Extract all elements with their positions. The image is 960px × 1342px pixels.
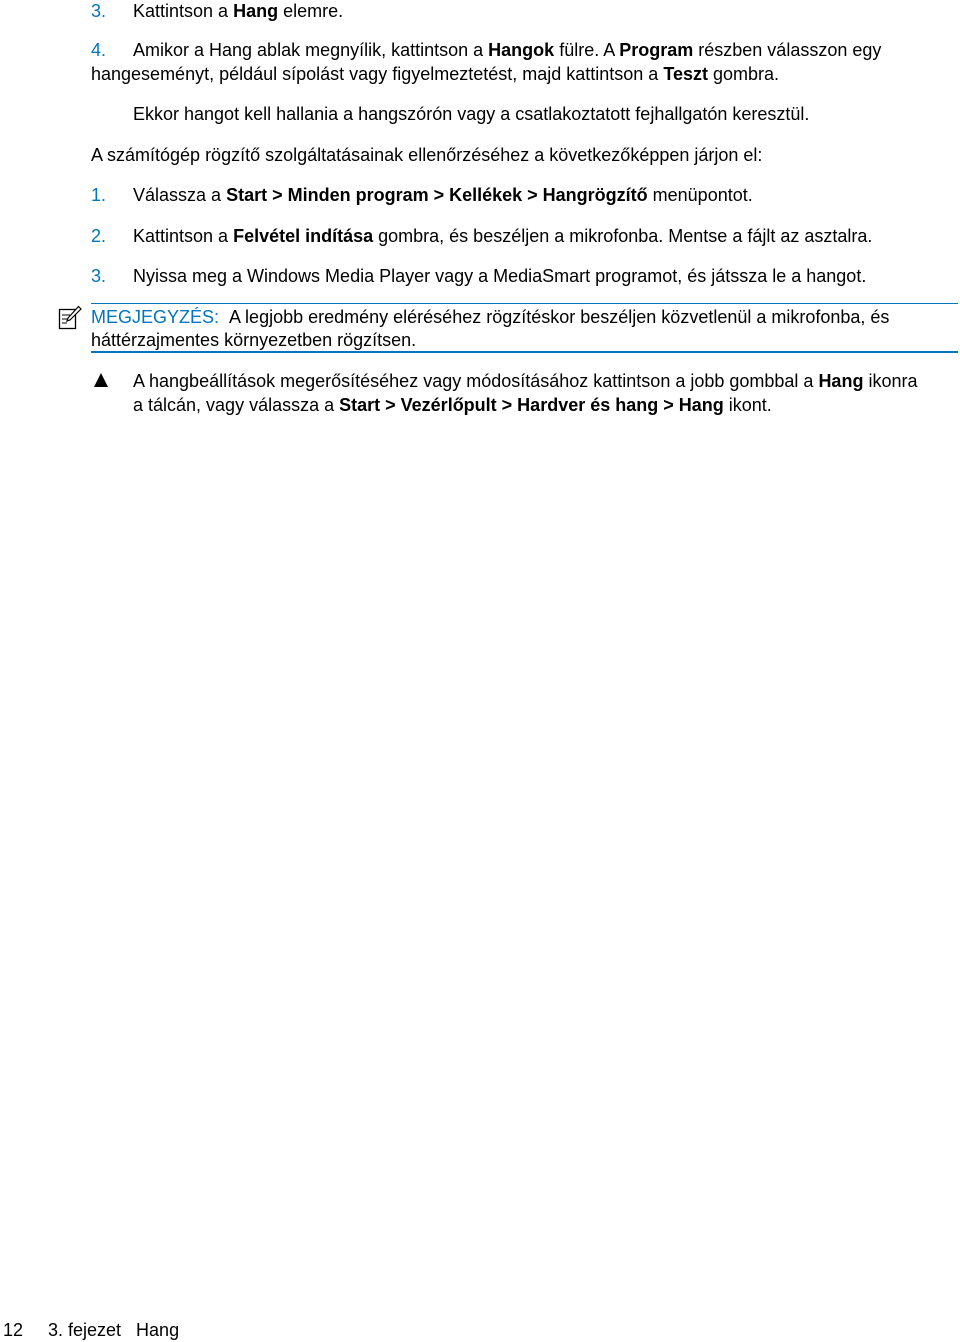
tip-text-continued: a tálcán, vagy válassza a Start > Vezérlőpult > Hardver és hang > Hang ikont. — [133, 395, 772, 415]
note-top-rule — [91, 303, 958, 304]
page-number: 12 — [3, 1320, 24, 1340]
step-number: 2. — [91, 226, 107, 246]
step-text: Amikor a Hang ablak megnyílik, kattintson a Hangok fülre. A Program részben válasszon egy — [133, 40, 882, 60]
step-text: Kattintson a Felvétel indítása gombra, és beszéljen a mikrofonba. Mentse a fájlt az asztalra. — [133, 226, 873, 246]
step-text: Válassza a Start > Minden program > Kellékek > Hangrögzítő menüpontot. — [133, 185, 753, 205]
intro-paragraph: A számítógép rögzítő szolgáltatásainak ellenőrzéséhez a következőképpen járjon el: — [91, 145, 763, 165]
note-text: MEGJEGYZÉS: A legjobb eredmény eléréséhez rögzítéskor beszéljen közvetlenül a mikrofonba, és — [91, 307, 890, 327]
note-pencil-icon — [58, 305, 82, 331]
step-text: Kattintson a Hang elemre. — [133, 1, 344, 21]
chapter-title: 3. fejezet Hang — [48, 1320, 180, 1340]
note-text-continued: háttérzajmentes környezetben rögzítsen. — [91, 330, 417, 350]
step-number: 3. — [91, 1, 107, 21]
step-number: 4. — [91, 40, 107, 60]
step-number: 3. — [91, 266, 107, 286]
step-text: Nyissa meg a Windows Media Player vagy a MediaSmart programot, és játssza le a hangot. — [133, 266, 867, 286]
tip-text: A hangbeállítások megerősítéséhez vagy módosításához kattintson a jobb gombbal a Hang ikonra — [133, 371, 918, 391]
triangle-icon — [94, 373, 108, 387]
note-bottom-rule — [91, 351, 958, 353]
step-text-continued: hangeseményt, például sípolást vagy figyelmeztetést, majd kattintson a Teszt gombra. — [91, 64, 780, 84]
step-number: 1. — [91, 185, 107, 205]
info-line: Ekkor hangot kell hallania a hangszórón vagy a csatlakoztatott fejhallgatón keresztül. — [133, 104, 810, 124]
note-label: MEGJEGYZÉS: — [91, 307, 220, 327]
